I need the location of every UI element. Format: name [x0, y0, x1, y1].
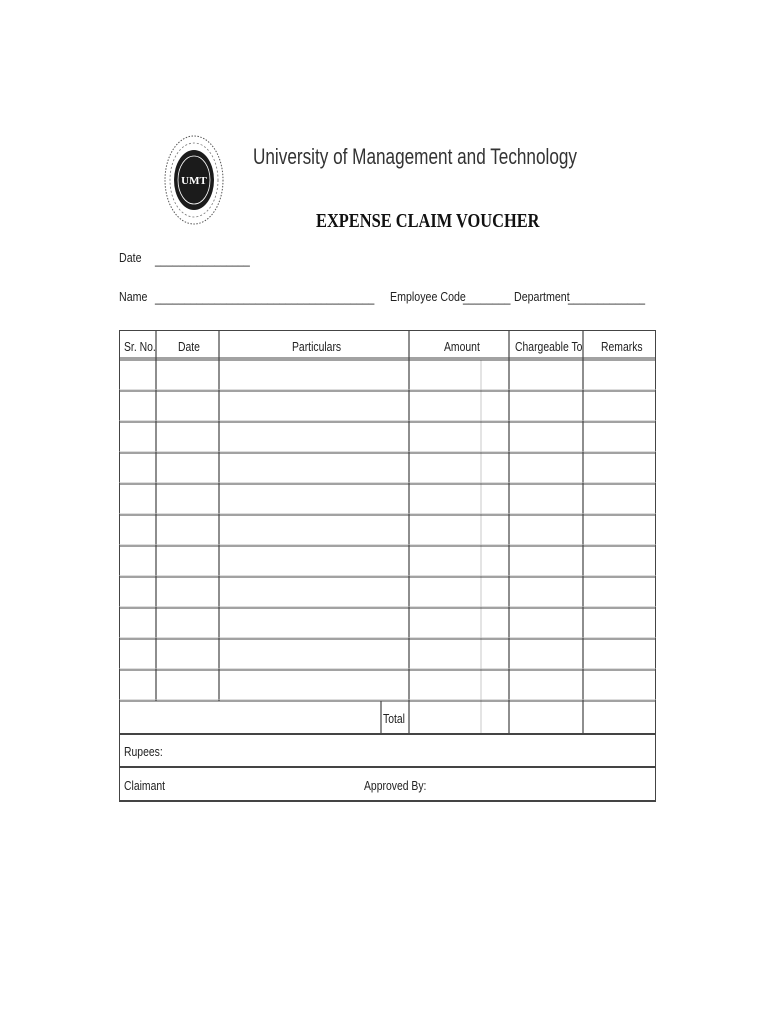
name-blank[interactable]: _____________________________________ — [155, 290, 375, 305]
col-header-particulars: Particulars — [292, 339, 342, 354]
employee-code-blank[interactable]: ________ — [463, 290, 511, 305]
col-header-sr-no: Sr. No. — [124, 339, 156, 354]
name-label: Name — [119, 289, 148, 304]
document-title: EXPENSE CLAIM VOUCHER — [316, 210, 540, 232]
col-header-remarks: Remarks — [601, 339, 643, 354]
university-name: University of Management and Technology — [253, 144, 578, 169]
claimant-label: Claimant — [124, 778, 166, 793]
total-label: Total — [383, 711, 405, 726]
date-blank[interactable]: ________________ — [155, 252, 250, 267]
col-header-chargeable-to: Chargeable To — [515, 339, 583, 354]
department-label: Department — [514, 289, 570, 304]
rupees-label: Rupees: — [124, 744, 163, 759]
expense-table — [119, 330, 656, 802]
department-blank[interactable]: _____________ — [568, 290, 646, 305]
col-header-amount: Amount — [444, 339, 480, 354]
employee-code-label: Employee Code — [390, 289, 466, 304]
logo-text: UMT — [181, 175, 207, 187]
table-grid — [119, 330, 656, 802]
date-label: Date — [119, 250, 142, 265]
approved-by-label: Approved By: — [364, 778, 427, 793]
col-header-date: Date — [178, 339, 200, 354]
umt-logo — [163, 134, 225, 226]
